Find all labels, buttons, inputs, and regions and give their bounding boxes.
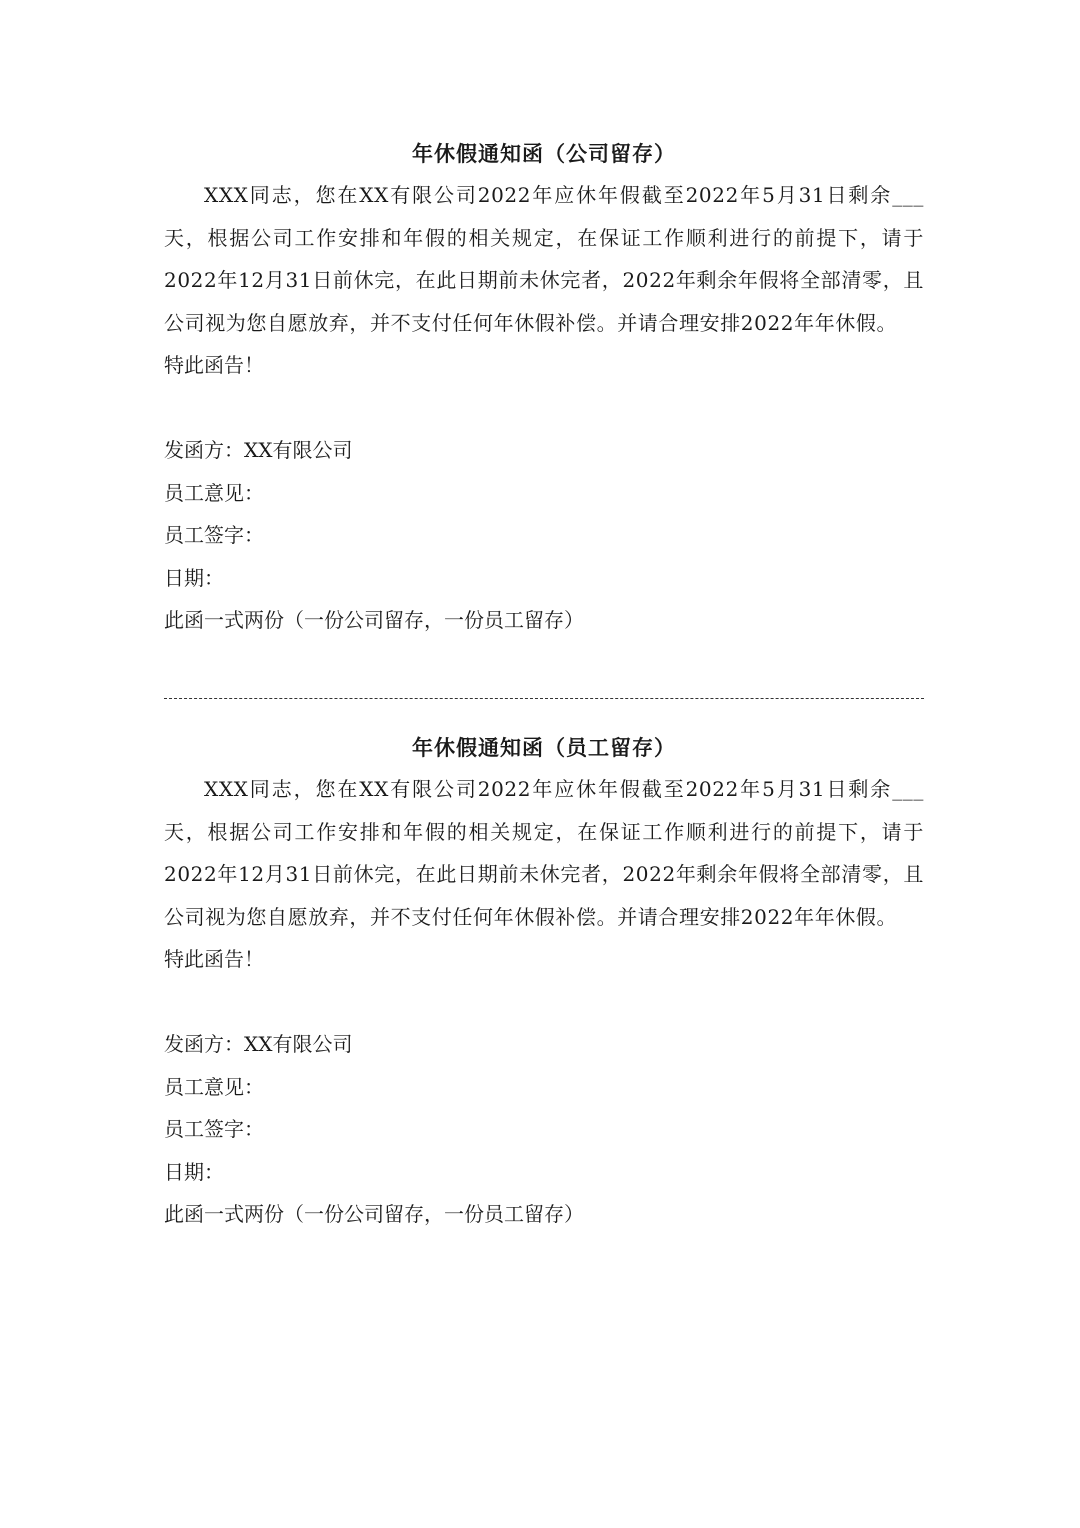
copies-note: 此函一式两份（一份公司留存，一份员工留存） [164, 608, 584, 632]
employee-opinion-line: 员工意见： [164, 1074, 264, 1099]
date-line: 日期： [164, 565, 224, 590]
notice-company-copy [164, 134, 924, 642]
employee-opinion-line: 员工意见： [164, 480, 264, 505]
sender-line: 发函方：XX有限公司 [164, 438, 353, 462]
blank-gap [164, 981, 924, 1024]
notice-title: 年休假通知函（员工留存） [412, 735, 676, 760]
closing-line: 特此函告！ [164, 353, 264, 377]
date-line: 日期： [164, 1159, 224, 1184]
cut-line-divider [164, 698, 924, 699]
employee-signature-line: 员工签字： [164, 1117, 264, 1141]
employee-signature-line: 员工签字： [164, 523, 264, 547]
notice-body-paragraph: XXX同志，您在XX有限公司2022年应休年假截至2022年5月31日剩余___天，根据公司工作安排和年假的相关规定，在保证工作顺利进行的前提下，请于2022年12月31日前休完，在此日期前未休完者，2022年剩余年假将全部清零，且公司视为您自愿放弃，并不支付任何年休假补偿。并请合理安排2022年年休假。 [164, 777, 924, 929]
notice-body-paragraph: XXX同志，您在XX有限公司2022年应休年假截至2022年5月31日剩余___天，根据公司工作安排和年假的相关规定，在保证工作顺利进行的前提下，请于2022年12月31日前休完，在此日期前未休完者，2022年剩余年假将全部清零，且公司视为您自愿放弃，并不支付任何年休假补偿。并请合理安排2022年年休假。 [164, 183, 924, 335]
sender-line: 发函方：XX有限公司 [164, 1032, 353, 1056]
notice-title: 年休假通知函（公司留存） [412, 141, 676, 166]
copies-note: 此函一式两份（一份公司留存，一份员工留存） [164, 1202, 584, 1226]
notice-employee-copy [164, 728, 924, 1236]
closing-line: 特此函告！ [164, 947, 264, 971]
blank-gap [164, 387, 924, 430]
